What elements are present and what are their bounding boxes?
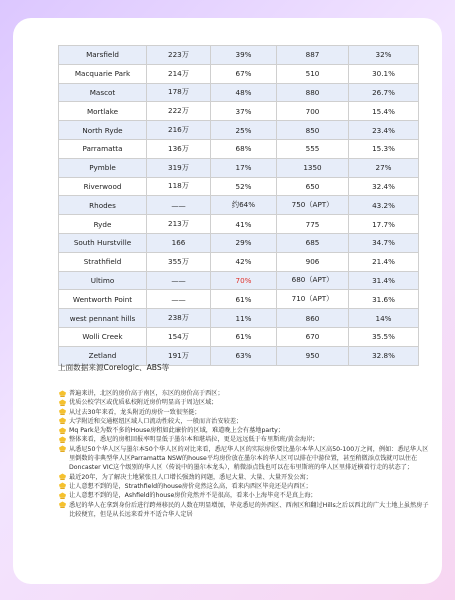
table-cell: 61% xyxy=(211,327,277,346)
table-cell: 27% xyxy=(349,158,419,177)
table-cell: 850 xyxy=(277,121,349,140)
table-cell: 880 xyxy=(277,83,349,102)
note-item xyxy=(58,426,430,435)
content-card xyxy=(13,18,442,584)
table-cell: 222万 xyxy=(147,102,211,121)
table-cell: 15.3% xyxy=(349,139,419,158)
table-cell: 775 xyxy=(277,215,349,234)
table-cell: 31.6% xyxy=(349,290,419,309)
note-text: Mq Park是为数不多的House房租如此廉价的区域，难道晚上会有墓地party； xyxy=(69,427,285,435)
table-cell: 26.7% xyxy=(349,83,419,102)
table-cell: Strathfield xyxy=(59,252,147,271)
note-item xyxy=(58,491,430,500)
table-cell: 约64% xyxy=(211,196,277,215)
table-cell: 191万 xyxy=(147,346,211,365)
note-item xyxy=(58,473,430,482)
table-cell: 52% xyxy=(211,177,277,196)
table-cell: Ultimo xyxy=(59,271,147,290)
table-cell: 750（APT） xyxy=(277,196,349,215)
data-source-text: 上面数据来源Corelogic、ABS等 xyxy=(58,363,170,372)
table-cell: 685 xyxy=(277,233,349,252)
table-row xyxy=(59,215,419,234)
table-cell: 34.7% xyxy=(349,233,419,252)
table-cell: 154万 xyxy=(147,327,211,346)
table-cell: 214万 xyxy=(147,64,211,83)
table-cell: 14% xyxy=(349,309,419,328)
table-cell: 68% xyxy=(211,139,277,158)
table-cell: 680（APT） xyxy=(277,271,349,290)
table-cell: 32.8% xyxy=(349,346,419,365)
table-cell: 700 xyxy=(277,102,349,121)
table-cell: 39% xyxy=(211,46,277,65)
table-cell: 555 xyxy=(277,139,349,158)
table-cell: 11% xyxy=(211,309,277,328)
table-cell: 17% xyxy=(211,158,277,177)
note-text: 普遍来讲，北区的房价高于南区，东区的房价高于西区； xyxy=(69,390,224,397)
table-cell: Wolli Creek xyxy=(59,327,147,346)
note-text: 从过去30年来看，龙头附近的房价一致很坚挺； xyxy=(69,408,201,416)
light-bulb-icon xyxy=(58,417,67,425)
table-cell: 118万 xyxy=(147,177,211,196)
table-cell: west pennant hills xyxy=(59,309,147,328)
table-row xyxy=(59,158,419,177)
table-cell: —— xyxy=(147,290,211,309)
table-cell: Ryde xyxy=(59,215,147,234)
table-cell: South Hurstville xyxy=(59,233,147,252)
table-cell: 30.1% xyxy=(349,64,419,83)
table-cell: 67% xyxy=(211,64,277,83)
table-cell: Marsfield xyxy=(59,46,147,65)
note-item xyxy=(58,445,430,473)
table-row xyxy=(59,290,419,309)
table-cell: 63% xyxy=(211,346,277,365)
table-row xyxy=(59,327,419,346)
table-cell: 223万 xyxy=(147,46,211,65)
note-text: 悉尼的华人在拿到身份后进行跨州移民的人数在明显增加，毕竟悉尼的外西区、西南区和翻过Hills之后以西北的广大土地上虽然房子比较便宜，但是从长远来看并不适合华人定居 xyxy=(69,501,429,518)
table-cell: 510 xyxy=(277,64,349,83)
note-text: 让人意想不到的是，Ashfield的house房价竟然并不是很高，看来小上海毕竟不是真上海； xyxy=(69,492,317,500)
note-item xyxy=(58,408,430,417)
table-cell: Riverwood xyxy=(59,177,147,196)
table-cell: 29% xyxy=(211,233,277,252)
table-cell: 21.4% xyxy=(349,252,419,271)
table-cell: Pymble xyxy=(59,158,147,177)
table-row xyxy=(59,196,419,215)
note-item xyxy=(58,389,430,398)
note-item xyxy=(58,482,430,491)
table-cell: 1350 xyxy=(277,158,349,177)
note-item xyxy=(58,417,430,426)
light-bulb-icon xyxy=(58,390,67,398)
note-text: 让人意想不到的是，Strathfield的house房价竟然这么高，看来内西区毕竟还是内西区； xyxy=(69,482,312,490)
light-bulb-icon xyxy=(58,436,67,444)
table-cell: Macquarie Park xyxy=(59,64,147,83)
table-cell: North Ryde xyxy=(59,121,147,140)
light-bulb-icon xyxy=(58,492,67,500)
light-bulb-icon xyxy=(58,427,67,435)
table-row xyxy=(59,64,419,83)
table-cell: 70% xyxy=(211,271,277,290)
table-cell: 48% xyxy=(211,83,277,102)
note-item xyxy=(58,435,430,444)
table-cell: 37% xyxy=(211,102,277,121)
table-body xyxy=(59,46,419,366)
table-row xyxy=(59,271,419,290)
table-cell: 25% xyxy=(211,121,277,140)
table-cell: 216万 xyxy=(147,121,211,140)
table-row xyxy=(59,233,419,252)
light-bulb-icon xyxy=(58,473,67,481)
table-cell: 31.4% xyxy=(349,271,419,290)
table-cell: 61% xyxy=(211,290,277,309)
light-bulb-icon xyxy=(58,482,67,490)
note-item xyxy=(58,501,430,520)
note-item xyxy=(58,398,430,407)
table-row xyxy=(59,102,419,121)
table-cell: 32% xyxy=(349,46,419,65)
table-cell: 860 xyxy=(277,309,349,328)
table-row xyxy=(59,252,419,271)
light-bulb-icon xyxy=(58,399,67,407)
table-cell: —— xyxy=(147,196,211,215)
note-text: 从悉尼50个华人区与墨尔本50个华人区的对比来看，悉尼华人区的实际房价要比墨尔本华人区高50-100万之间，例如：悉尼华人区里倒数的非典型华人区Parramatta NSW的house平均房价放在墨尔本的华人区可以排在中游位置，甚至稍微添点钱就可以住在Doncaster VIC这个级别的华人区（传说中的墨尔本龙头），稍微添点钱也可以在布里斯班的华人区里排近横着行走的状态了； xyxy=(69,445,429,472)
table-cell: 178万 xyxy=(147,83,211,102)
table-cell: 355万 xyxy=(147,252,211,271)
table-row xyxy=(59,83,419,102)
table-cell: 41% xyxy=(211,215,277,234)
table-cell: 670 xyxy=(277,327,349,346)
table-cell: Zetland xyxy=(59,346,147,365)
table-cell: 35.5% xyxy=(349,327,419,346)
table-row xyxy=(59,139,419,158)
table-cell: 319万 xyxy=(147,158,211,177)
table-cell: Parramatta xyxy=(59,139,147,158)
table-row xyxy=(59,46,419,65)
table-cell: Rhodes xyxy=(59,196,147,215)
table-cell: 887 xyxy=(277,46,349,65)
note-text: 最近20年，为了解决土地紧张且人口增长强劲的问题，悉尼大量、大量、大量开发公寓； xyxy=(69,473,312,481)
table-cell: —— xyxy=(147,271,211,290)
table-cell: 650 xyxy=(277,177,349,196)
table-row xyxy=(59,121,419,140)
table-cell: 136万 xyxy=(147,139,211,158)
note-text: 优质公校学区或优质私校附近房价明显高于周边区域； xyxy=(69,399,218,407)
light-bulb-icon xyxy=(58,408,67,416)
table-cell: 213万 xyxy=(147,215,211,234)
table-cell: 15.4% xyxy=(349,102,419,121)
table-cell: Wentworth Point xyxy=(59,290,147,309)
table-cell: Mortlake xyxy=(59,102,147,121)
table-cell: 710（APT） xyxy=(277,290,349,309)
note-text: 整体来看，悉尼的房租回报率明显低于墨尔本和堪培拉，更是远远低于布里斯班/黄金海岸； xyxy=(69,436,319,444)
table-cell: 43.2% xyxy=(349,196,419,215)
table-cell: 32.4% xyxy=(349,177,419,196)
light-bulb-icon xyxy=(58,501,67,509)
table-cell: 906 xyxy=(277,252,349,271)
table-cell: 17.7% xyxy=(349,215,419,234)
table-cell: 23.4% xyxy=(349,121,419,140)
house-price-table xyxy=(58,45,418,366)
table-cell: 42% xyxy=(211,252,277,271)
table-cell: 950 xyxy=(277,346,349,365)
table-row xyxy=(59,309,419,328)
table-cell: 166 xyxy=(147,233,211,252)
table-cell: 238万 xyxy=(147,309,211,328)
light-bulb-icon xyxy=(58,445,67,453)
table-row xyxy=(59,177,419,196)
note-text: 大学附近和交通枢纽区域人口流动性较大，一般而言治安较差； xyxy=(69,417,243,425)
notes-list xyxy=(58,389,430,519)
table-cell: Mascot xyxy=(59,83,147,102)
